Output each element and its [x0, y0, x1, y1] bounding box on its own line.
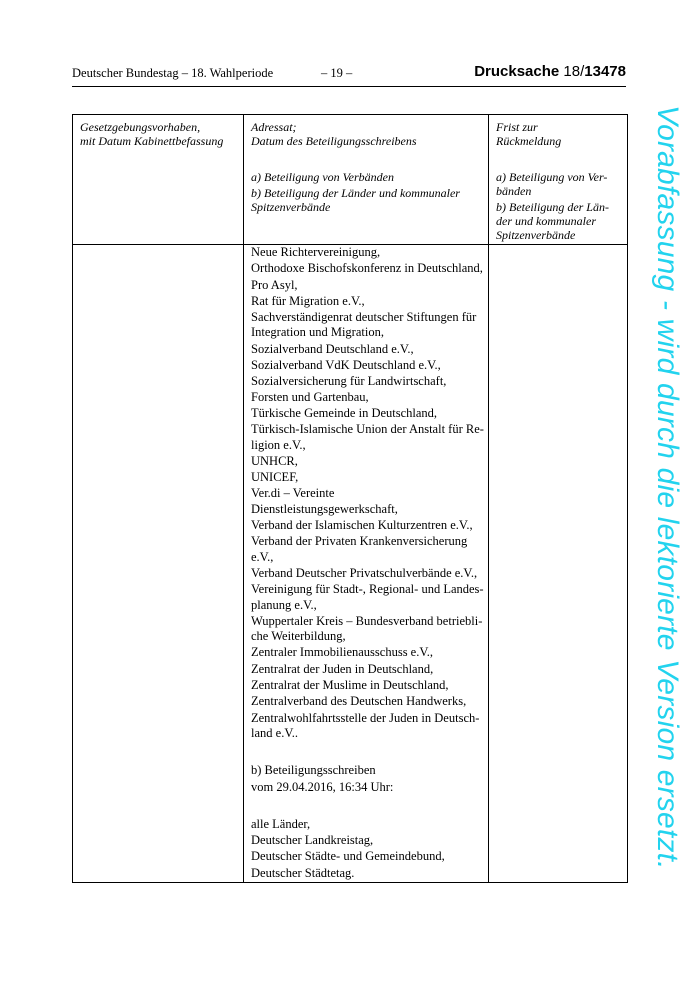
- list-item: Sozialverband Deutschland e.V.,: [251, 341, 414, 356]
- legislation-cell: [73, 245, 244, 883]
- list-item: Deutscher Landkreistag,: [251, 833, 374, 848]
- list-item: Deutscher Städte- und Gemeindebund,: [251, 849, 445, 864]
- draft-watermark: [645, 105, 685, 905]
- header-deadline-line-1: Frist zur: [496, 120, 538, 134]
- states-list: [251, 817, 484, 881]
- header-parliament: Deutscher Bundestag – 18. Wahlperiode: [72, 66, 274, 80]
- list-item: Ver.di – Vereinte Dienstleistungsgewerkschaft,: [251, 486, 398, 516]
- header-legislation-line-2: mit Datum Kabinettbefassung: [80, 134, 224, 148]
- header-deadline-item-a: a) Beteiligung von Ver-bänden: [496, 170, 608, 198]
- list-item: Sachverständigenrat deutscher Stiftungen für Integration und Migration,: [251, 310, 477, 340]
- table-body-row: [73, 245, 628, 883]
- section-b-heading: [251, 763, 484, 795]
- list-item: Zentralverband des Deutschen Handwerks,: [251, 694, 467, 709]
- list-item: UNHCR,: [251, 453, 298, 468]
- list-item: Wuppertaler Kreis – Bundesverband betriebli-che Weiterbildung,: [251, 613, 483, 644]
- list-item: Zentralwohlfahrtsstelle der Juden in Deutsch-land e.V..: [251, 710, 480, 740]
- header-gap: [496, 150, 623, 170]
- list-item: alle Länder,: [251, 816, 311, 831]
- association-list: [251, 245, 484, 741]
- list-item: Verband Deutscher Privatschulverbände e.V.,: [251, 565, 478, 580]
- list-item: Zentralrat der Juden in Deutschland,: [251, 661, 434, 676]
- doc-label: Drucksache: [474, 63, 560, 80]
- watermark-text: Vorabfassung - wird durch die lektorierte Version ersetzt.: [651, 105, 684, 870]
- list-item: Verband der Privaten Krankenversicherung e.V.,: [251, 534, 468, 564]
- list-item: Orthodoxe Bischofskonferenz in Deutschland,: [251, 261, 483, 276]
- list-item: Sozialverband VdK Deutschland e.V.,: [251, 358, 441, 373]
- list-item: Rat für Migration e.V.,: [251, 293, 365, 308]
- section-b-line-1: b) Beteiligungsschreiben: [251, 763, 376, 778]
- section-gap: [251, 796, 484, 817]
- header-deadline-item-b: b) Beteiligung der Län-der und kommunaler Spitzenverbände: [496, 200, 609, 242]
- participation-table: [72, 114, 628, 883]
- list-item: Sozialversicherung für Landwirtschaft, Forsten und Gartenbau,: [251, 374, 447, 404]
- doc-period: 18/: [563, 63, 585, 80]
- list-item: Türkische Gemeinde in Deutschland,: [251, 405, 438, 420]
- list-item: Vereinigung für Stadt-, Regional- und Landes-planung e.V.,: [251, 582, 484, 612]
- section-b-line-2: vom 29.04.2016, 16:34 Uhr:: [251, 779, 394, 794]
- addressee-cell: [244, 245, 489, 883]
- header-addressee-line-2: Datum des Beteiligungsschreibens: [251, 134, 417, 148]
- list-item: Neue Richtervereinigung,: [251, 245, 381, 259]
- page-header: [72, 63, 626, 87]
- list-item: Zentralrat der Muslime in Deutschland,: [251, 678, 449, 693]
- list-item: Pro Asyl,: [251, 277, 298, 292]
- header-gap: [251, 150, 484, 170]
- header-addressee-item-a: a) Beteiligung von Verbänden: [251, 170, 394, 184]
- table-header-row: [73, 115, 628, 245]
- list-item: Verband der Islamischen Kulturzentren e.V.,: [251, 518, 473, 533]
- header-document-number: [474, 63, 626, 80]
- header-cell-legislation: [73, 115, 244, 245]
- list-item: UNICEF,: [251, 470, 299, 485]
- doc-number: 13478: [584, 63, 626, 80]
- header-cell-addressee: [244, 115, 489, 245]
- header-addressee-item-b: b) Beteiligung der Länder und kommunaler Spitzenverbände: [251, 186, 460, 214]
- header-addressee-line-1: Adressat;: [251, 120, 297, 134]
- list-item: Deutscher Städtetag.: [251, 865, 355, 880]
- deadline-cell: [489, 245, 628, 883]
- list-item: Türkisch-Islamische Union der Anstalt für Re-ligion e.V.,: [251, 422, 484, 452]
- list-item: Zentraler Immobilienausschuss e.V.,: [251, 645, 434, 660]
- header-cell-deadline: [489, 115, 628, 245]
- header-deadline-line-2: Rückmeldung: [496, 134, 562, 148]
- section-gap: [251, 742, 484, 763]
- header-page-number: – 19 –: [321, 66, 353, 80]
- header-legislation-line-1: Gesetzgebungsvorhaben,: [80, 120, 201, 134]
